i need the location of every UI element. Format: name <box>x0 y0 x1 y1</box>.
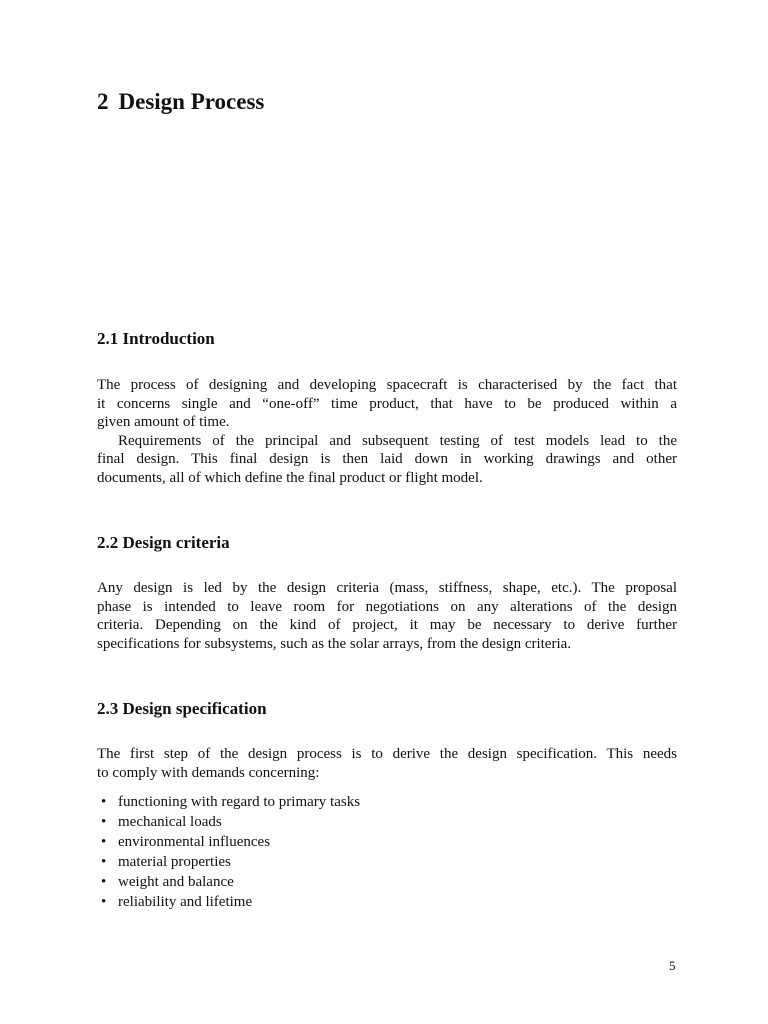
list-item <box>97 852 360 872</box>
text-line: criteria. Depending on the kind of project, it may be necessary to derive further <box>97 617 677 634</box>
text-line: Requirements of the principal and subsequent testing of test models lead to the <box>118 432 677 449</box>
section-heading-introduction: 2.1 Introduction <box>97 329 215 348</box>
introduction-paragraph-1 <box>97 376 677 432</box>
list-item <box>97 892 360 912</box>
section-heading-design-specification: 2.3 Design specification <box>97 699 267 718</box>
chapter-title-text: Design Process <box>118 89 265 114</box>
bullet-icon: • <box>101 874 107 890</box>
bullet-icon: • <box>101 894 107 910</box>
text-line: it concerns single and “one-off” time product, that have to be produced within a <box>97 395 677 412</box>
design-demands-list <box>97 792 360 912</box>
list-item-text: weight and balance <box>118 874 234 890</box>
bullet-icon: • <box>101 834 107 850</box>
text-line: final design. This final design is then laid down in working drawings and other <box>97 451 677 468</box>
list-item-text: reliability and lifetime <box>118 894 253 910</box>
text-line: to comply with demands concerning: <box>97 764 320 781</box>
text-line: The first step of the design process is to derive the design specification. This needs <box>97 746 677 762</box>
design-specification-paragraph <box>97 745 677 782</box>
chapter-number: 2 <box>97 89 109 114</box>
text-line: phase is intended to leave room for negotiations on any alterations of the design <box>97 598 677 615</box>
section-heading-design-criteria: 2.2 Design criteria <box>97 533 230 552</box>
text-line: Any design is led by the design criteria (mass, stiffness, shape, etc.). The proposal <box>97 580 677 596</box>
bullet-icon: • <box>101 854 107 870</box>
chapter-title <box>97 86 264 118</box>
list-item <box>97 792 360 812</box>
list-item-text: environmental influences <box>118 834 271 850</box>
list-item <box>97 832 360 852</box>
introduction-paragraph-2 <box>97 432 677 488</box>
list-item-text: mechanical loads <box>118 814 222 830</box>
list-item-text: functioning with regard to primary tasks <box>118 794 361 810</box>
design-criteria-paragraph <box>97 579 677 653</box>
list-item <box>97 872 360 892</box>
text-line: specifications for subsystems, such as the solar arrays, from the design criteria. <box>97 635 572 652</box>
bullet-icon: • <box>101 794 107 810</box>
list-item-text: material properties <box>118 854 231 870</box>
text-line: documents, all of which define the final product or flight model. <box>97 469 483 486</box>
page-number: 5 <box>669 958 676 973</box>
bullet-icon: • <box>101 814 107 830</box>
text-line: given amount of time. <box>97 414 230 431</box>
list-item <box>97 812 360 832</box>
text-line: The process of designing and developing spacecraft is characterised by the fact that <box>97 377 677 393</box>
